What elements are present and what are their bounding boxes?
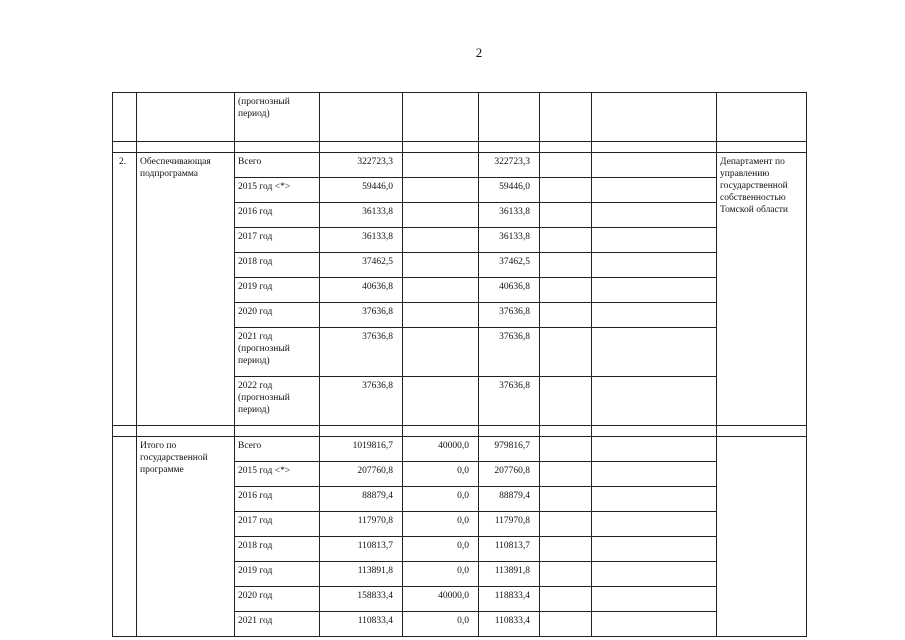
cell-period: 2021 год (прогнозный период) [235, 328, 320, 377]
cell-total: 158833,4 [320, 587, 403, 612]
cell-federal: 0,0 [403, 487, 479, 512]
cell-other [592, 203, 717, 228]
cell-other [592, 303, 717, 328]
cell-total: 40636,8 [320, 278, 403, 303]
cell-period: 2019 год [235, 562, 320, 587]
cell-local [540, 537, 592, 562]
cell-regional: 322723,3 [479, 153, 540, 178]
cell-period: Всего [235, 437, 320, 462]
cell-other [592, 93, 717, 142]
cell-regional: 110833,4 [479, 612, 540, 637]
cell-period: 2016 год [235, 487, 320, 512]
cell-period: 2015 год <*> [235, 462, 320, 487]
budget-table [112, 92, 807, 637]
cell-regional: 118833,4 [479, 587, 540, 612]
cell-period: 2018 год [235, 253, 320, 278]
cell-period: 2018 год [235, 537, 320, 562]
cell-total: 37462,5 [320, 253, 403, 278]
table-row-spacer [113, 142, 807, 153]
cell-period: 2015 год <*> [235, 178, 320, 203]
cell-federal: 0,0 [403, 537, 479, 562]
cell-other [592, 462, 717, 487]
table-row [113, 437, 807, 462]
cell-local [540, 377, 592, 426]
section-name: Обеспечивающая подпрограмма [137, 153, 235, 426]
cell-local [540, 93, 592, 142]
cell-period: Всего [235, 153, 320, 178]
cell-local [540, 253, 592, 278]
cell-other [592, 253, 717, 278]
cell-other [592, 228, 717, 253]
cell-other [592, 153, 717, 178]
section-executor: Департамент по управлению государственной собственностью Томской области [717, 153, 807, 426]
cell-period: 2020 год [235, 587, 320, 612]
cell-local [540, 562, 592, 587]
cell-other [592, 377, 717, 426]
cell-local [540, 462, 592, 487]
cell-total: 113891,8 [320, 562, 403, 587]
cell-period: 2017 год [235, 228, 320, 253]
cell-federal [403, 303, 479, 328]
cell-other [592, 537, 717, 562]
totals-number [113, 437, 137, 637]
cell-federal [403, 153, 479, 178]
cell-name [137, 93, 235, 142]
cell-total: 1019816,7 [320, 437, 403, 462]
cell-executor [717, 93, 807, 142]
cell-regional: 37636,8 [479, 328, 540, 377]
cell-local [540, 512, 592, 537]
cell-regional: 36133,8 [479, 203, 540, 228]
cell-other [592, 487, 717, 512]
cell-regional: 37636,8 [479, 303, 540, 328]
cell-regional: 59446,0 [479, 178, 540, 203]
cell-federal: 40000,0 [403, 587, 479, 612]
cell-total: 110833,4 [320, 612, 403, 637]
cell-regional: 40636,8 [479, 278, 540, 303]
cell-regional: 37462,5 [479, 253, 540, 278]
cell-period: 2022 год (прогнозный период) [235, 377, 320, 426]
cell-federal: 0,0 [403, 462, 479, 487]
cell-federal: 0,0 [403, 512, 479, 537]
table-row [113, 153, 807, 178]
cell-federal: 0,0 [403, 612, 479, 637]
cell-local [540, 178, 592, 203]
cell-local [540, 203, 592, 228]
cell-federal: 0,0 [403, 562, 479, 587]
cell-local [540, 228, 592, 253]
cell-federal [403, 328, 479, 377]
cell-federal [403, 377, 479, 426]
cell-other [592, 178, 717, 203]
cell-total [320, 93, 403, 142]
cell-total: 117970,8 [320, 512, 403, 537]
cell-regional: 36133,8 [479, 228, 540, 253]
cell-total: 110813,7 [320, 537, 403, 562]
cell-other [592, 612, 717, 637]
cell-other [592, 328, 717, 377]
cell-local [540, 587, 592, 612]
cell-federal [403, 93, 479, 142]
cell-no [113, 93, 137, 142]
cell-local [540, 437, 592, 462]
cell-regional: 113891,8 [479, 562, 540, 587]
cell-other [592, 562, 717, 587]
cell-total: 36133,8 [320, 203, 403, 228]
totals-name: Итого по государственной программе [137, 437, 235, 637]
table-row-continuation [113, 93, 807, 142]
cell-other [592, 587, 717, 612]
cell-federal: 40000,0 [403, 437, 479, 462]
cell-total: 322723,3 [320, 153, 403, 178]
cell-total: 37636,8 [320, 303, 403, 328]
cell-local [540, 153, 592, 178]
cell-other [592, 512, 717, 537]
cell-federal [403, 178, 479, 203]
cell-total: 207760,8 [320, 462, 403, 487]
cell-regional: 979816,7 [479, 437, 540, 462]
totals-executor [717, 437, 807, 637]
cell-local [540, 303, 592, 328]
cell-period: 2016 год [235, 203, 320, 228]
cell-other [592, 278, 717, 303]
cell-federal [403, 228, 479, 253]
cell-local [540, 612, 592, 637]
cell-period: 2019 год [235, 278, 320, 303]
cell-total: 88879,4 [320, 487, 403, 512]
cell-local [540, 487, 592, 512]
cell-period: (прогнозный период) [235, 93, 320, 142]
cell-period: 2021 год [235, 612, 320, 637]
cell-period: 2017 год [235, 512, 320, 537]
cell-regional [479, 93, 540, 142]
cell-total: 37636,8 [320, 377, 403, 426]
cell-regional: 110813,7 [479, 537, 540, 562]
cell-period: 2020 год [235, 303, 320, 328]
cell-federal [403, 278, 479, 303]
cell-regional: 207760,8 [479, 462, 540, 487]
cell-local [540, 328, 592, 377]
cell-local [540, 278, 592, 303]
page-number: 2 [475, 45, 483, 60]
cell-federal [403, 203, 479, 228]
section-number: 2. [113, 153, 137, 426]
cell-regional: 117970,8 [479, 512, 540, 537]
table-body [113, 93, 807, 637]
table-row-spacer [113, 426, 807, 437]
cell-federal [403, 253, 479, 278]
cell-regional: 88879,4 [479, 487, 540, 512]
cell-total: 37636,8 [320, 328, 403, 377]
cell-regional: 37636,8 [479, 377, 540, 426]
cell-total: 59446,0 [320, 178, 403, 203]
cell-other [592, 437, 717, 462]
cell-total: 36133,8 [320, 228, 403, 253]
